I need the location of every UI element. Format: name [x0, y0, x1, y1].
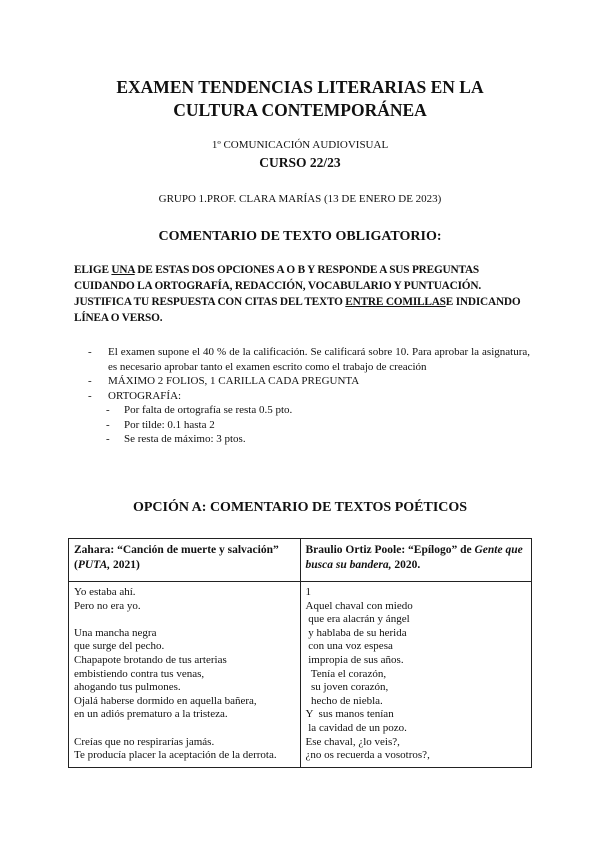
poem-line: impropia de sus años. — [305, 653, 404, 666]
poem-line: hecho de niebla. — [305, 694, 383, 707]
poem-line: Aquel chaval con miedo — [305, 599, 413, 612]
rule-spelling: ORTOGRAFÍA: — [108, 389, 182, 402]
poem-line: Ojalá haberse dormido en aquella bañera, — [74, 694, 257, 707]
instructions-part-2: DE ESTAS DOS OPCIONES A O B Y RESPONDE A SUS PREGUNTAS CUIDANDO LA ORTOGRAFÍA, REDACCIÓN, VOCABULARIO Y PUNTUACIÓN. JUSTIFICA TU RESPUESTA CON CITAS DEL TEXTO — [74, 264, 481, 308]
rules-list — [88, 345, 530, 447]
spelling-sublist — [88, 403, 530, 447]
poem-line: 1 — [305, 586, 311, 598]
poems-table — [68, 538, 532, 768]
poem-line: Tenía el corazón, — [305, 667, 387, 680]
poem-line: Te producía placer la aceptación de la derrota. — [74, 749, 277, 762]
rule-grading: El examen supone el 40 % de la calificación. Se calificará sobre 10. Para aprobar la asignatura, es necesario aprobar tanto el examen escrito como el trabajo de creación — [108, 346, 530, 373]
bullet-dash: - — [106, 418, 110, 431]
poem-line: y hablaba de su herida — [305, 626, 407, 639]
poem-left-header — [69, 539, 301, 582]
instructions-entre-comillas: ENTRE COMILLAS — [345, 296, 446, 308]
poem-left-header-year: 2021) — [110, 559, 140, 571]
poem-right-header-text: Braulio Ortiz Poole: “Epílogo” de — [305, 544, 475, 556]
section-heading: COMENTARIO DE TEXTO OBLIGATORIO: — [158, 229, 442, 244]
rule-length: MÁXIMO 2 FOLIOS, 1 CARILLA CADA PREGUNTA — [108, 375, 360, 387]
course-year: CURSO 22/23 — [259, 155, 341, 170]
spelling-rule-1: Por falta de ortografía se resta 0.5 pto. — [124, 404, 293, 416]
list-item — [88, 432, 530, 447]
title-line-2: CULTURA CONTEMPORÁNEA — [173, 100, 427, 120]
poem-right-body — [300, 582, 532, 768]
poem-left-header-text: Zahara: “Canción de muerte y salvación” ( — [74, 544, 279, 571]
list-item — [88, 389, 530, 404]
poem-line — [74, 613, 295, 627]
poem-line — [74, 722, 295, 736]
poem-line: Creías que no respirarías jamás. — [74, 735, 215, 748]
course-label: 1º COMUNICACIÓN AUDIOVISUAL — [211, 139, 389, 151]
list-item — [88, 418, 530, 433]
poem-left-header-italic: PUTA, — [77, 559, 111, 571]
list-item — [88, 403, 530, 447]
poem-line: embistiendo contra tus venas, — [74, 667, 205, 680]
title-line-1: EXAMEN TENDENCIAS LITERARIAS EN LA — [116, 77, 484, 97]
list-item — [88, 374, 530, 389]
poem-line: ¿no os recuerda a vosotros?, — [305, 749, 430, 762]
poem-left-body — [69, 582, 301, 768]
exam-title — [60, 76, 540, 122]
list-item — [88, 403, 530, 418]
spelling-rule-3: Se resta de máximo: 3 ptos. — [124, 433, 246, 445]
poem-line: Una mancha negra — [74, 626, 157, 639]
poem-line: que surge del pecho. — [74, 640, 165, 653]
poem-line: en un adiós prematuro a la tristeza. — [74, 708, 228, 721]
poem-line: ahogando tus pulmones. — [74, 681, 181, 694]
instructions-part-3: E INDICANDO LÍNEA O VERSO. — [74, 296, 521, 324]
bullet-dash: - — [106, 433, 110, 445]
group-line: GRUPO 1.PROF. CLARA MARÍAS (13 DE ENERO DE 2023) — [158, 193, 442, 205]
poem-right-header — [300, 539, 532, 582]
poem-line: la cavidad de un pozo. — [305, 721, 407, 734]
instructions-part-1: ELIGE — [74, 264, 112, 276]
bullet-dash: - — [88, 375, 92, 387]
poem-line: Ese chaval, ¿lo veis?, — [305, 735, 400, 748]
poem-right-header-italic: Gente que busca su bandera, — [305, 544, 523, 571]
instructions — [74, 262, 530, 326]
poem-line: con una voz espesa — [305, 640, 393, 653]
poem-right-header-year: 2020. — [391, 559, 421, 571]
spelling-rule-2: Por tilde: 0.1 hasta 2 — [124, 418, 215, 431]
poem-line: su joven corazón, — [305, 681, 389, 694]
poem-line: Yo estaba ahí. — [74, 586, 136, 598]
instructions-una: UNA — [111, 264, 135, 276]
option-a-heading: OPCIÓN A: COMENTARIO DE TEXTOS POÉTICOS — [132, 500, 468, 515]
bullet-dash: - — [106, 404, 110, 416]
bullet-dash: - — [88, 346, 92, 358]
bullet-dash: - — [88, 389, 92, 402]
list-item — [88, 345, 530, 374]
poem-line: Y sus manos tenían — [305, 708, 394, 721]
poem-line: que era alacrán y ángel — [305, 613, 410, 626]
poem-line: Pero no era yo. — [74, 599, 141, 612]
poem-line: Chapapote brotando de tus arterias — [74, 653, 227, 666]
